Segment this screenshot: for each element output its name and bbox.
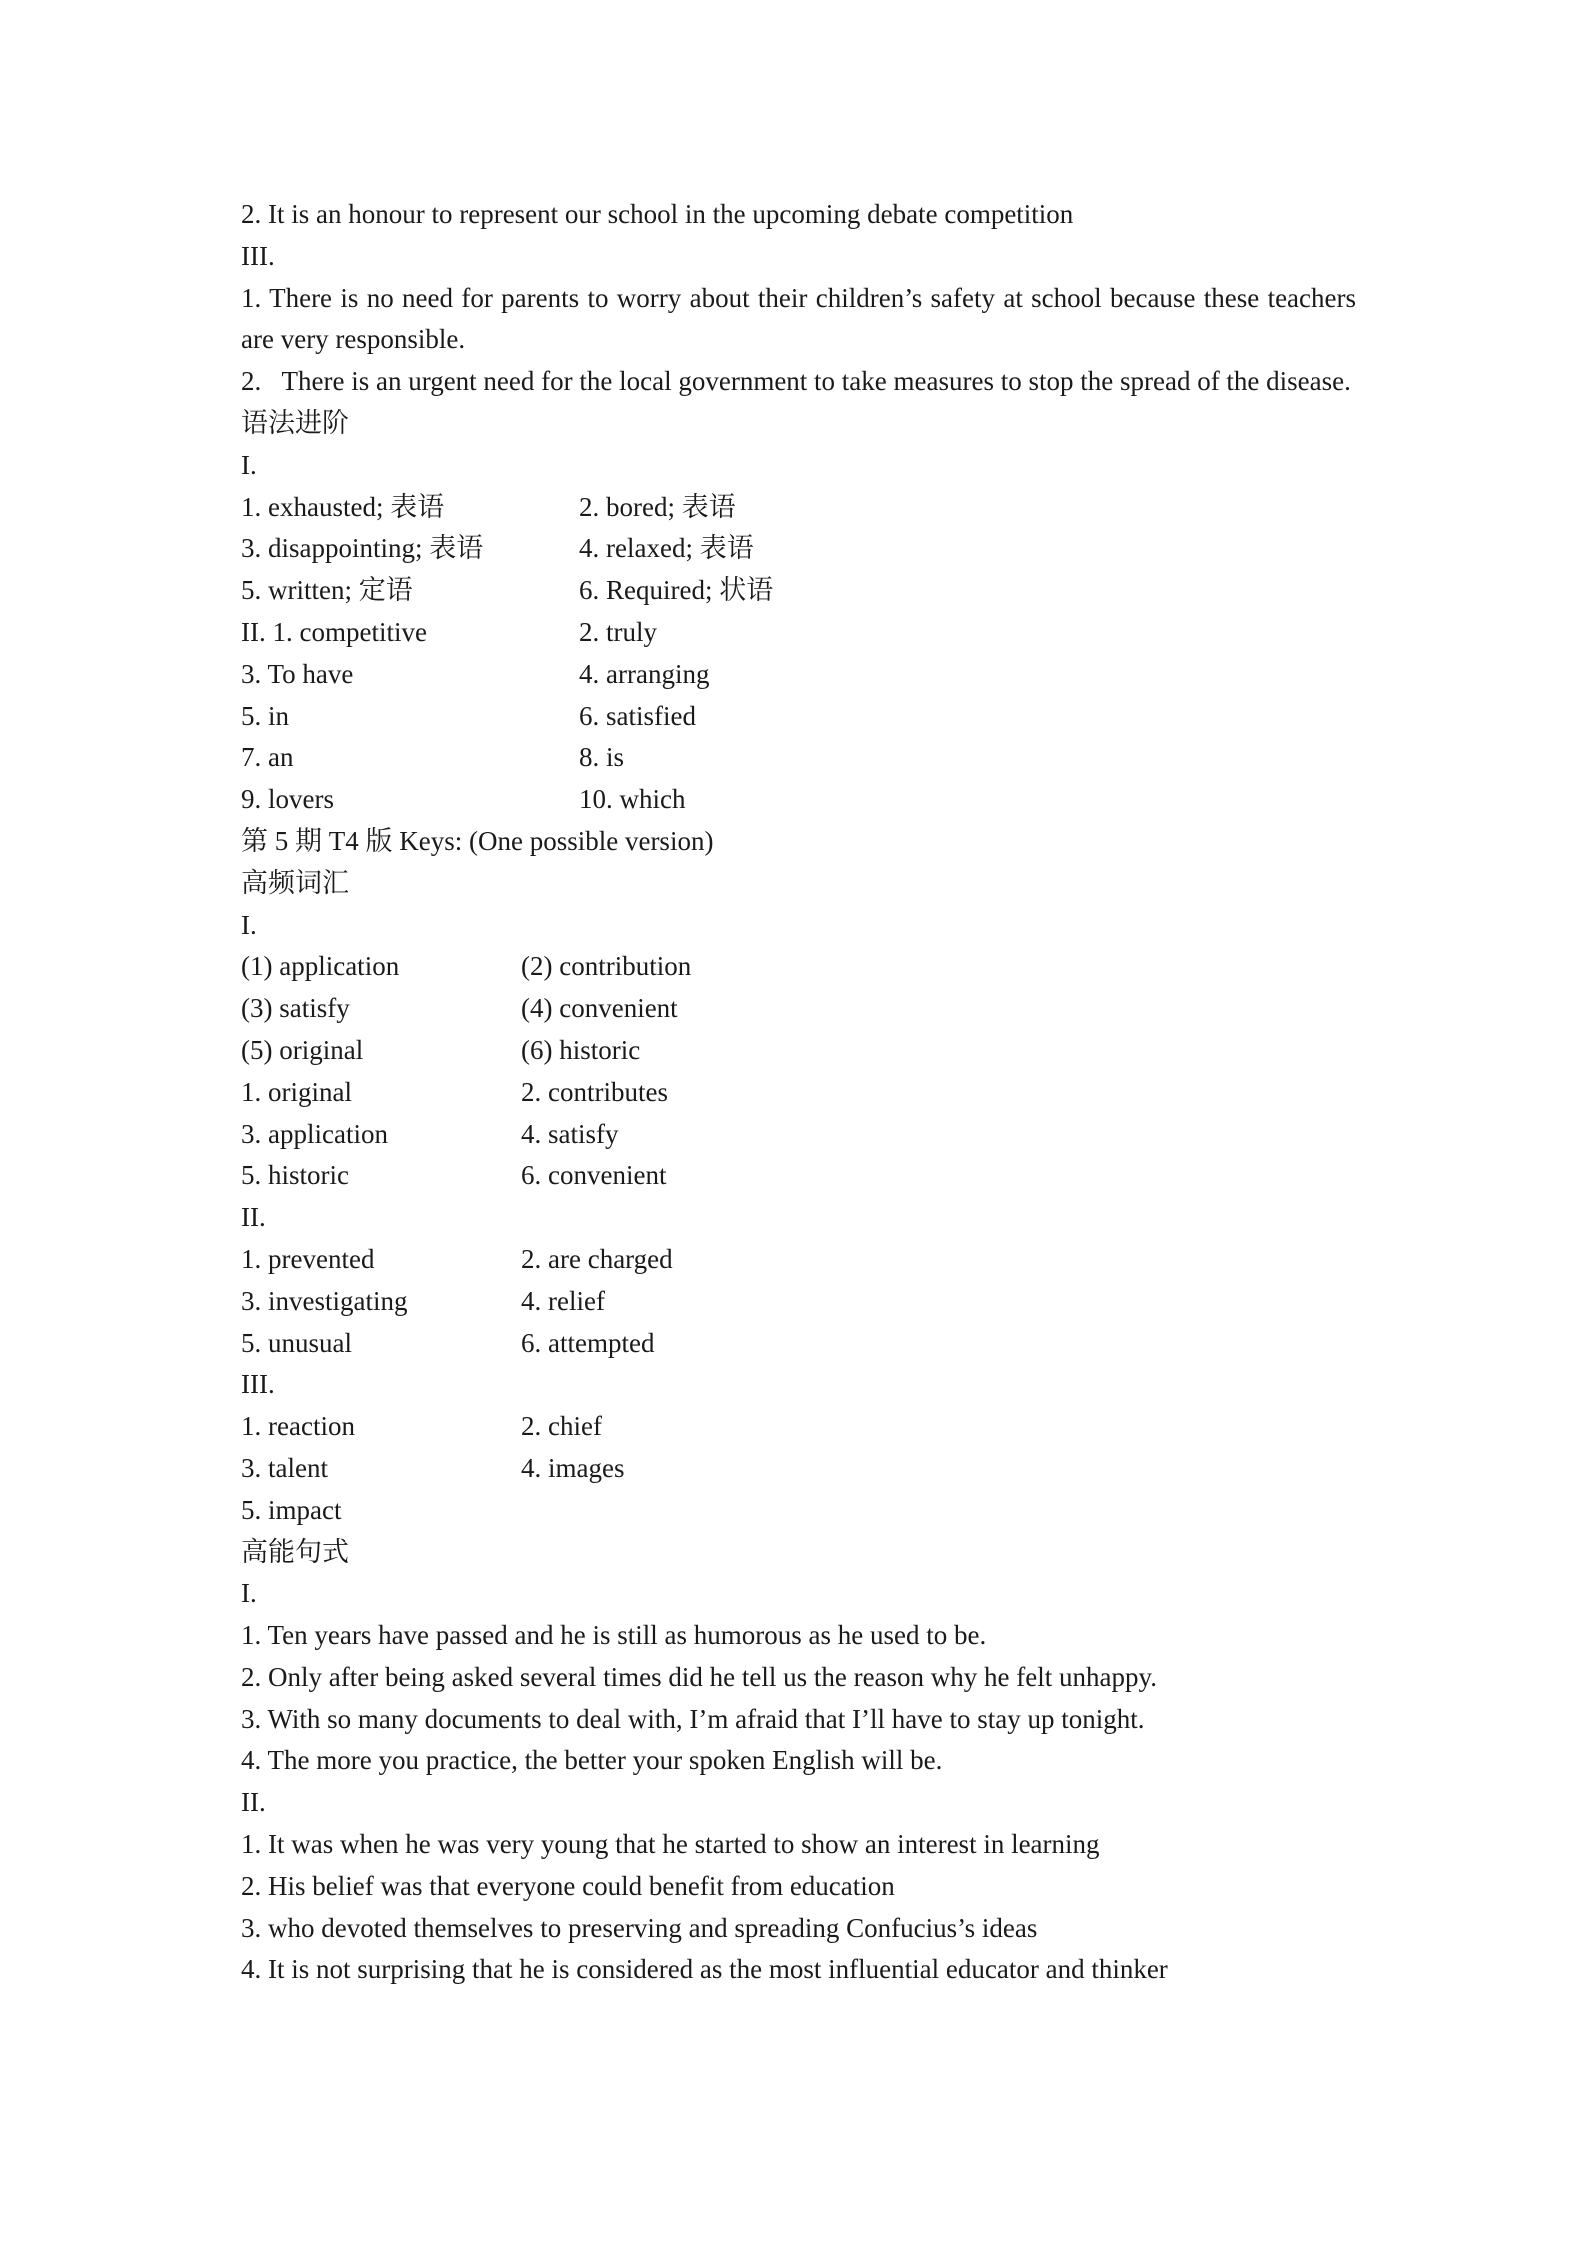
answer-item: 3. investigating (241, 1285, 408, 1316)
answer-item: 4. arranging (579, 658, 710, 689)
answer-item: 7. an (241, 742, 294, 773)
answer-item: 1. original (241, 1076, 352, 1107)
answer-item: 3. disappointing; 表语 (241, 533, 484, 564)
answer-line: 2. It is an honour to represent our school in the upcoming debate competition (241, 199, 1074, 229)
grammar-title: 语法进阶 (241, 407, 349, 438)
answer-item: (6) historic (521, 1034, 641, 1065)
section-heading: I. (241, 449, 257, 480)
answer-item: 6. attempted (521, 1327, 655, 1358)
answer-item: 6. Required; 状语 (579, 575, 774, 606)
answer-item: 3. talent (241, 1452, 328, 1483)
answer-item: II. 1. competitive (241, 616, 427, 647)
grammar-answers-I (241, 487, 1356, 612)
sentence-answer: 3. who devoted themselves to preserving and spreading Confucius’s ideas (241, 1912, 1038, 1943)
answer-item: 5. historic (241, 1160, 349, 1191)
sentences-title: 高能句式 (241, 1536, 349, 1567)
answer-item: 4. relief (521, 1285, 605, 1316)
answer-item: 4. satisfy (521, 1118, 619, 1149)
answer-item: 3. To have (241, 658, 354, 689)
sentence-answer: 1. It was when he was very young that he started to show an interest in learning (241, 1829, 1100, 1860)
vocab-answers-I (241, 946, 1356, 1197)
answer-item: 6. convenient (521, 1160, 667, 1191)
answer-item: 2. bored; 表语 (579, 491, 736, 522)
sentence-answer: 2. His belief was that everyone could benefit from education (241, 1870, 895, 1901)
vocab-title: 高频词汇 (241, 867, 349, 898)
grammar-answers-II (241, 612, 1356, 821)
sentence-answer: 4. It is not surprising that he is considered as the most influential educator and thinker (241, 1954, 1168, 1985)
answer-paragraph: 1. There is no need for parents to worry about their children’s safety at school because these teachers are very responsible. (241, 282, 1356, 355)
answer-item (521, 1490, 1356, 1532)
answer-item: 5. unusual (241, 1327, 352, 1358)
answer-item: 2. are charged (521, 1243, 673, 1274)
answer-item: (3) satisfy (241, 993, 350, 1024)
answer-item: 1. prevented (241, 1243, 375, 1274)
answer-item: 4. relaxed; 表语 (579, 533, 754, 564)
answer-item: 5. in (241, 700, 290, 731)
answer-item: 10. which (579, 784, 686, 815)
answer-item: 2. contributes (521, 1076, 668, 1107)
section-heading: I. (241, 1578, 257, 1609)
answer-item: (4) convenient (521, 993, 678, 1024)
answer-item: (5) original (241, 1034, 364, 1065)
answer-item: 2. chief (521, 1411, 602, 1442)
sentence-answer: 3. With so many documents to deal with, I’m afraid that I’ll have to stay up tonight. (241, 1703, 1145, 1734)
section-heading: I. (241, 909, 257, 940)
answer-item: 2. truly (579, 616, 657, 647)
sentence-answer: 1. Ten years have passed and he is still as humorous as he used to be. (241, 1620, 987, 1651)
answer-item: 6. satisfied (579, 700, 696, 731)
section-heading: II. (241, 1787, 266, 1818)
sentence-answer: 4. The more you practice, the better your spoken English will be. (241, 1745, 943, 1776)
answer-item: 8. is (579, 742, 625, 773)
answer-item: (1) application (241, 951, 400, 982)
document-page (241, 194, 1356, 1991)
answer-item: 1. reaction (241, 1411, 355, 1442)
vocab-answers-II (241, 1239, 1356, 1364)
sentence-answer: 2. Only after being asked several times did he tell us the reason why he felt unhappy. (241, 1661, 1157, 1692)
answer-item: 4. images (521, 1452, 625, 1483)
answer-item: (2) contribution (521, 951, 692, 982)
section-heading: III. (241, 1369, 275, 1400)
answer-item: 5. written; 定语 (241, 575, 413, 606)
answer-item: 5. impact (241, 1494, 342, 1525)
answer-paragraph: 2. There is an urgent need for the local government to take measures to stop the spread of the disease. (241, 366, 1351, 397)
issue-header: 第 5 期 T4 版 Keys: (One possible version) (241, 825, 714, 856)
answer-item: 9. lovers (241, 784, 334, 815)
section-heading: III. (241, 240, 275, 271)
vocab-answers-III (241, 1406, 1356, 1531)
answer-item: 1. exhausted; 表语 (241, 491, 445, 522)
answer-item: 3. application (241, 1118, 388, 1149)
section-heading: II. (241, 1202, 266, 1233)
